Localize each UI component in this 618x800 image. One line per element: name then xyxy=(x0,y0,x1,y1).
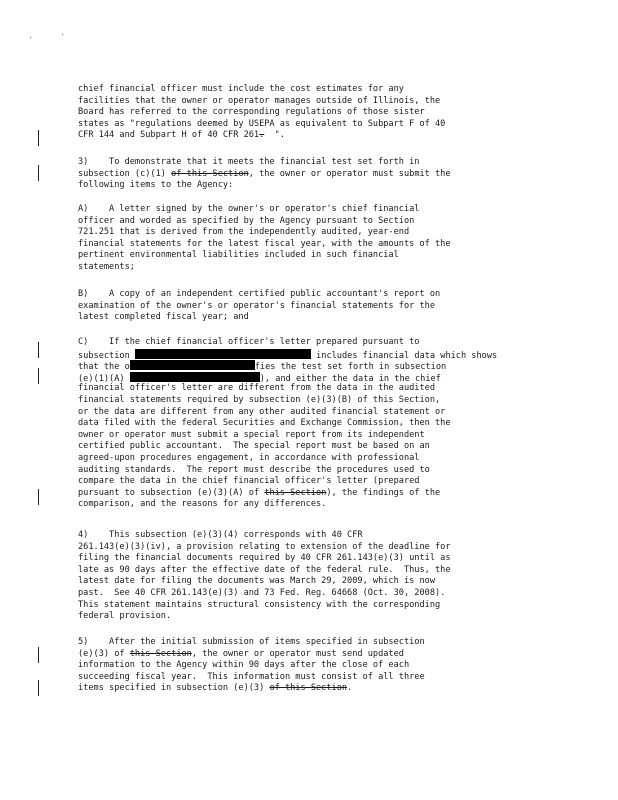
text-span: subsection xyxy=(78,350,135,361)
scan-speck xyxy=(30,37,31,38)
text-line xyxy=(78,649,548,661)
struck-text: of this Section xyxy=(269,683,348,694)
revision-bar xyxy=(38,647,39,663)
redaction-block xyxy=(130,360,255,370)
scan-speck xyxy=(62,34,63,35)
revision-bar xyxy=(38,130,39,146)
text-line xyxy=(78,349,548,361)
text-line: data filed with the federal Securities and Exchange Commission, then the xyxy=(78,418,451,429)
redaction-block xyxy=(135,349,311,359)
text-span: subsection (c)(1) xyxy=(78,168,172,179)
text-line: facilities that the owner or operator manages outside of Illinois, the xyxy=(78,95,441,106)
text-span: (e)(3) of xyxy=(78,648,130,659)
text-line: comparison, and the reasons for any differences. xyxy=(78,499,327,510)
text-line xyxy=(78,130,548,142)
text-line: 721.251 that is derived from the independently audited, year-end xyxy=(78,227,410,238)
text-line xyxy=(78,169,548,181)
text-span: fies the test set forth in subsection xyxy=(254,362,447,372)
revision-bar xyxy=(38,489,39,505)
text-span: CFR 144 and Subpart H of 40 CFR 261 xyxy=(78,130,260,141)
text-line: financial officer's letter are different from the data in the audited xyxy=(78,383,435,394)
text-line: compare the data in the chief financial officer's letter (prepared xyxy=(78,476,420,487)
revision-bar xyxy=(38,165,39,181)
text-line: states as "regulations deemed by USEPA as equivalent to Subpart F of 40 xyxy=(78,118,446,129)
paragraph-c xyxy=(78,337,548,511)
paragraph-intro xyxy=(78,84,548,142)
struck-text: this Section xyxy=(129,648,192,659)
text-span: includes financial data which shows xyxy=(310,350,498,361)
text-line: following items to the Agency: xyxy=(78,180,234,191)
text-line: C) If the chief financial officer's letter prepared pursuant to xyxy=(78,337,420,347)
paragraph-5 xyxy=(78,637,548,695)
text-line: 261.143(e)(3)(iv), a provision relating to extension of the deadline for xyxy=(78,541,451,552)
text-span: ), and either the data in the chief xyxy=(259,373,441,384)
text-span: (e)(1)(A) xyxy=(78,373,130,384)
text-line: 5) After the initial submission of items specified in subsection xyxy=(78,637,425,647)
text-line: owner or operator must submit a special report from its independent xyxy=(78,429,425,440)
struck-text: this Section xyxy=(264,487,327,498)
text-line: examination of the owner's or operator's financial statements for the xyxy=(78,300,435,311)
text-line xyxy=(78,360,548,372)
text-span: , the owner or operator must send updated xyxy=(191,648,404,659)
text-line: B) A copy of an independent certified public accountant's report on xyxy=(78,289,441,299)
text-line: or the data are different from any other audited financial statement or xyxy=(78,406,446,417)
text-line: 4) This subsection (e)(3)(4) corresponds with 40 CFR xyxy=(78,530,363,540)
text-line: succeeding fiscal year. This information must consist of all three xyxy=(78,671,425,682)
text-line: officer and worded as specified by the Agency pursuant to Section xyxy=(78,215,415,226)
text-line xyxy=(78,488,548,500)
text-line: latest date for filing the documents was March 29, 2009, which is now xyxy=(78,576,435,587)
text-line xyxy=(78,683,548,695)
text-line: filing the financial documents required by 40 CFR 261.143(e)(3) until as xyxy=(78,553,451,564)
text-span: pursuant to subsection (e)(3)(A) of xyxy=(78,487,265,498)
text-line: federal provision. xyxy=(78,611,172,622)
text-line xyxy=(78,372,548,384)
redaction-block xyxy=(130,372,260,382)
text-line: information to the Agency within 90 days after the close of each xyxy=(78,660,410,671)
paragraph-4 xyxy=(78,530,548,623)
revision-bar xyxy=(38,680,39,696)
paragraph-3 xyxy=(78,157,548,192)
text-span: . xyxy=(347,683,353,694)
text-span: ), the findings of the xyxy=(326,487,441,498)
text-line: statements; xyxy=(78,261,135,272)
revision-bar xyxy=(38,368,39,384)
struck-text: of this Section xyxy=(171,168,249,179)
paragraph-b xyxy=(78,289,548,324)
text-line: past. See 40 CFR 261.143(e)(3) and 73 Fed. Reg. 64668 (Oct. 30, 2008). xyxy=(78,587,446,598)
text-line: A) A letter signed by the owner's or operator's chief financial xyxy=(78,204,420,214)
text-line: 3) To demonstrate that it meets the financial test set forth in xyxy=(78,157,420,167)
text-line: certified public accountant. The special report must be based on an xyxy=(78,441,430,452)
text-span: that the o xyxy=(78,362,130,372)
text-span: ". xyxy=(264,130,285,141)
text-line: chief financial officer must include the cost estimates for any xyxy=(78,84,404,94)
text-line: late as 90 days after the effective date of the federal rule. Thus, the xyxy=(78,564,451,575)
text-line: financial statements required by subsection (e)(3)(B) of this Section, xyxy=(78,394,441,405)
text-span: , the owner or operator must submit the xyxy=(248,168,451,179)
text-line: agreed-upon procedures engagement, in accordance with professional xyxy=(78,452,420,463)
text-span: items specified in subsection (e)(3) xyxy=(78,683,270,694)
struck-text: . xyxy=(259,130,265,141)
text-line: pertinent environmental liabilities included in such financial xyxy=(78,250,399,261)
text-line: financial statements for the latest fiscal year, with the amounts of the xyxy=(78,238,451,249)
paragraph-a xyxy=(78,204,548,274)
text-line: This statement maintains structural consistency with the corresponding xyxy=(78,599,441,610)
revision-bar xyxy=(38,342,39,358)
text-line: Board has referred to the corresponding regulations of those sister xyxy=(78,107,425,118)
text-line: latest completed fiscal year; and xyxy=(78,312,249,323)
text-line: auditing standards. The report must describe the procedures used to xyxy=(78,464,430,475)
